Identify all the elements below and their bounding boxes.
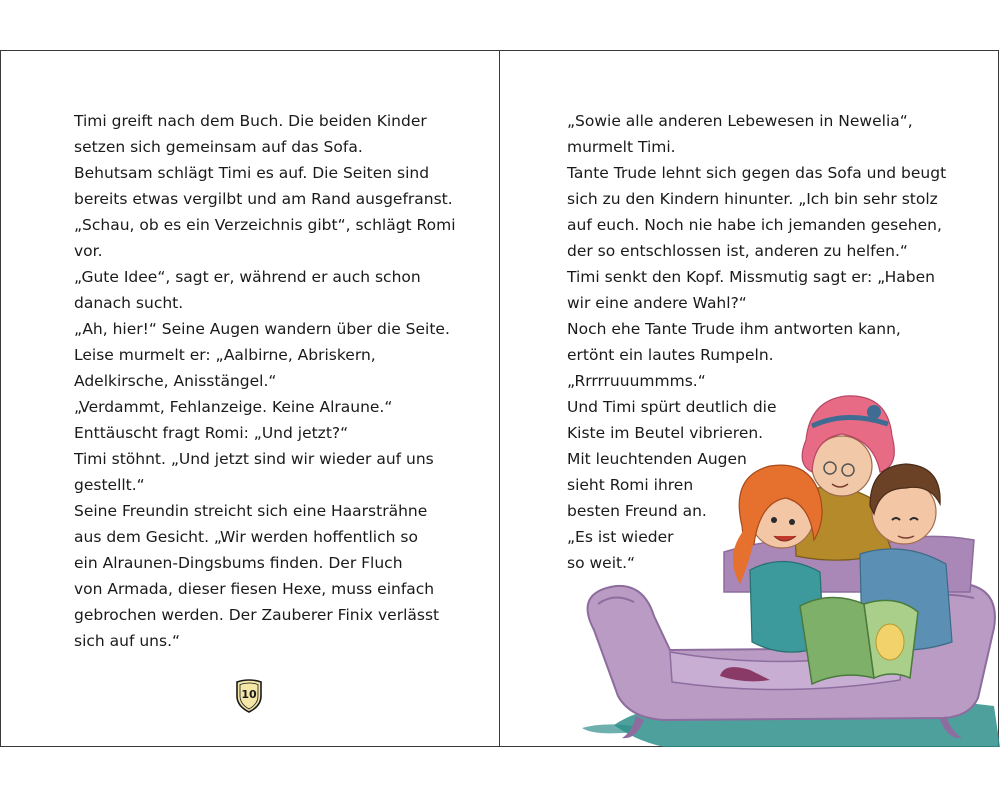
text-line: „Rrrrruuummms.“ — [567, 372, 706, 390]
text-line: Seine Freundin streicht sich eine Haarsträhne — [74, 502, 428, 520]
text-line: gebrochen werden. Der Zauberer Finix verlässt — [74, 606, 440, 624]
open-book — [800, 597, 918, 684]
text-line: „Es ist wieder — [567, 528, 674, 546]
text-line: Timi stöhnt. „Und jetzt sind wir wieder auf uns — [74, 450, 434, 468]
text-line: Behutsam schlägt Timi es auf. Die Seiten sind — [74, 164, 430, 182]
text-line: Adelkirsche, Anisstängel.“ — [74, 372, 277, 390]
text-line: Timi senkt den Kopf. Missmutig sagt er: „Haben — [567, 268, 936, 286]
text-line: setzen sich gemeinsam auf das Sofa. — [74, 138, 363, 156]
text-line: vor. — [74, 242, 103, 260]
text-line: „Schau, ob es ein Verzeichnis gibt“, schlägt Romi — [74, 216, 456, 234]
text-line: von Armada, dieser fiesen Hexe, muss einfach — [74, 580, 435, 598]
text-line: Mit leuchtenden Augen — [567, 450, 747, 468]
text-line: Enttäuscht fragt Romi: „Und jetzt?“ — [74, 424, 349, 442]
text-line: auf euch. Noch nie habe ich jemanden gesehen, — [567, 216, 942, 234]
text-line: der so entschlossen ist, anderen zu helfen.“ — [567, 242, 908, 260]
text-line: Tante Trude lehnt sich gegen das Sofa und beugt — [567, 164, 947, 182]
text-line: wir eine andere Wahl?“ — [567, 294, 747, 312]
text-line: sich zu den Kindern hinunter. „Ich bin sehr stolz — [567, 190, 938, 208]
text-line: sich auf uns.“ — [74, 632, 181, 650]
text-line: murmelt Timi. — [567, 138, 676, 156]
text-line: ertönt ein lautes Rumpeln. — [567, 346, 774, 364]
text-line: „Ah, hier!“ Seine Augen wandern über die Seite. — [74, 320, 450, 338]
sofa-illustration — [574, 380, 1000, 747]
text-line: „Gute Idee“, sagt er, während er auch schon — [74, 268, 421, 286]
left-page-text — [74, 108, 456, 654]
text-line: aus dem Gesicht. „Wir werden hoffentlich so — [74, 528, 418, 546]
text-line: Timi greift nach dem Buch. Die beiden Kinder — [74, 112, 427, 130]
page-gutter — [499, 50, 500, 747]
text-line: Kiste im Beutel vibrieren. — [567, 424, 764, 442]
text-line: Leise murmelt er: „Aalbirne, Abriskern, — [74, 346, 376, 364]
text-line: Und Timi spürt deutlich die — [567, 398, 777, 416]
page-number-badge — [233, 678, 265, 714]
text-line: ein Alraunen-Dingsbums finden. Der Fluch — [74, 554, 403, 572]
text-line: „Sowie alle anderen Lebewesen in Newelia“, — [567, 112, 913, 130]
page-number: 10 — [241, 688, 257, 701]
text-line: sieht Romi ihren — [567, 476, 694, 494]
text-line: gestellt.“ — [74, 476, 145, 494]
text-line: besten Freund an. — [567, 502, 707, 520]
text-line: so weit.“ — [567, 554, 636, 572]
text-line: bereits etwas vergilbt und am Rand ausgefranst. — [74, 190, 453, 208]
text-line: „Verdammt, Fehlanzeige. Keine Alraune.“ — [74, 398, 393, 416]
text-line: Noch ehe Tante Trude ihm antworten kann, — [567, 320, 901, 338]
text-line: danach sucht. — [74, 294, 184, 312]
